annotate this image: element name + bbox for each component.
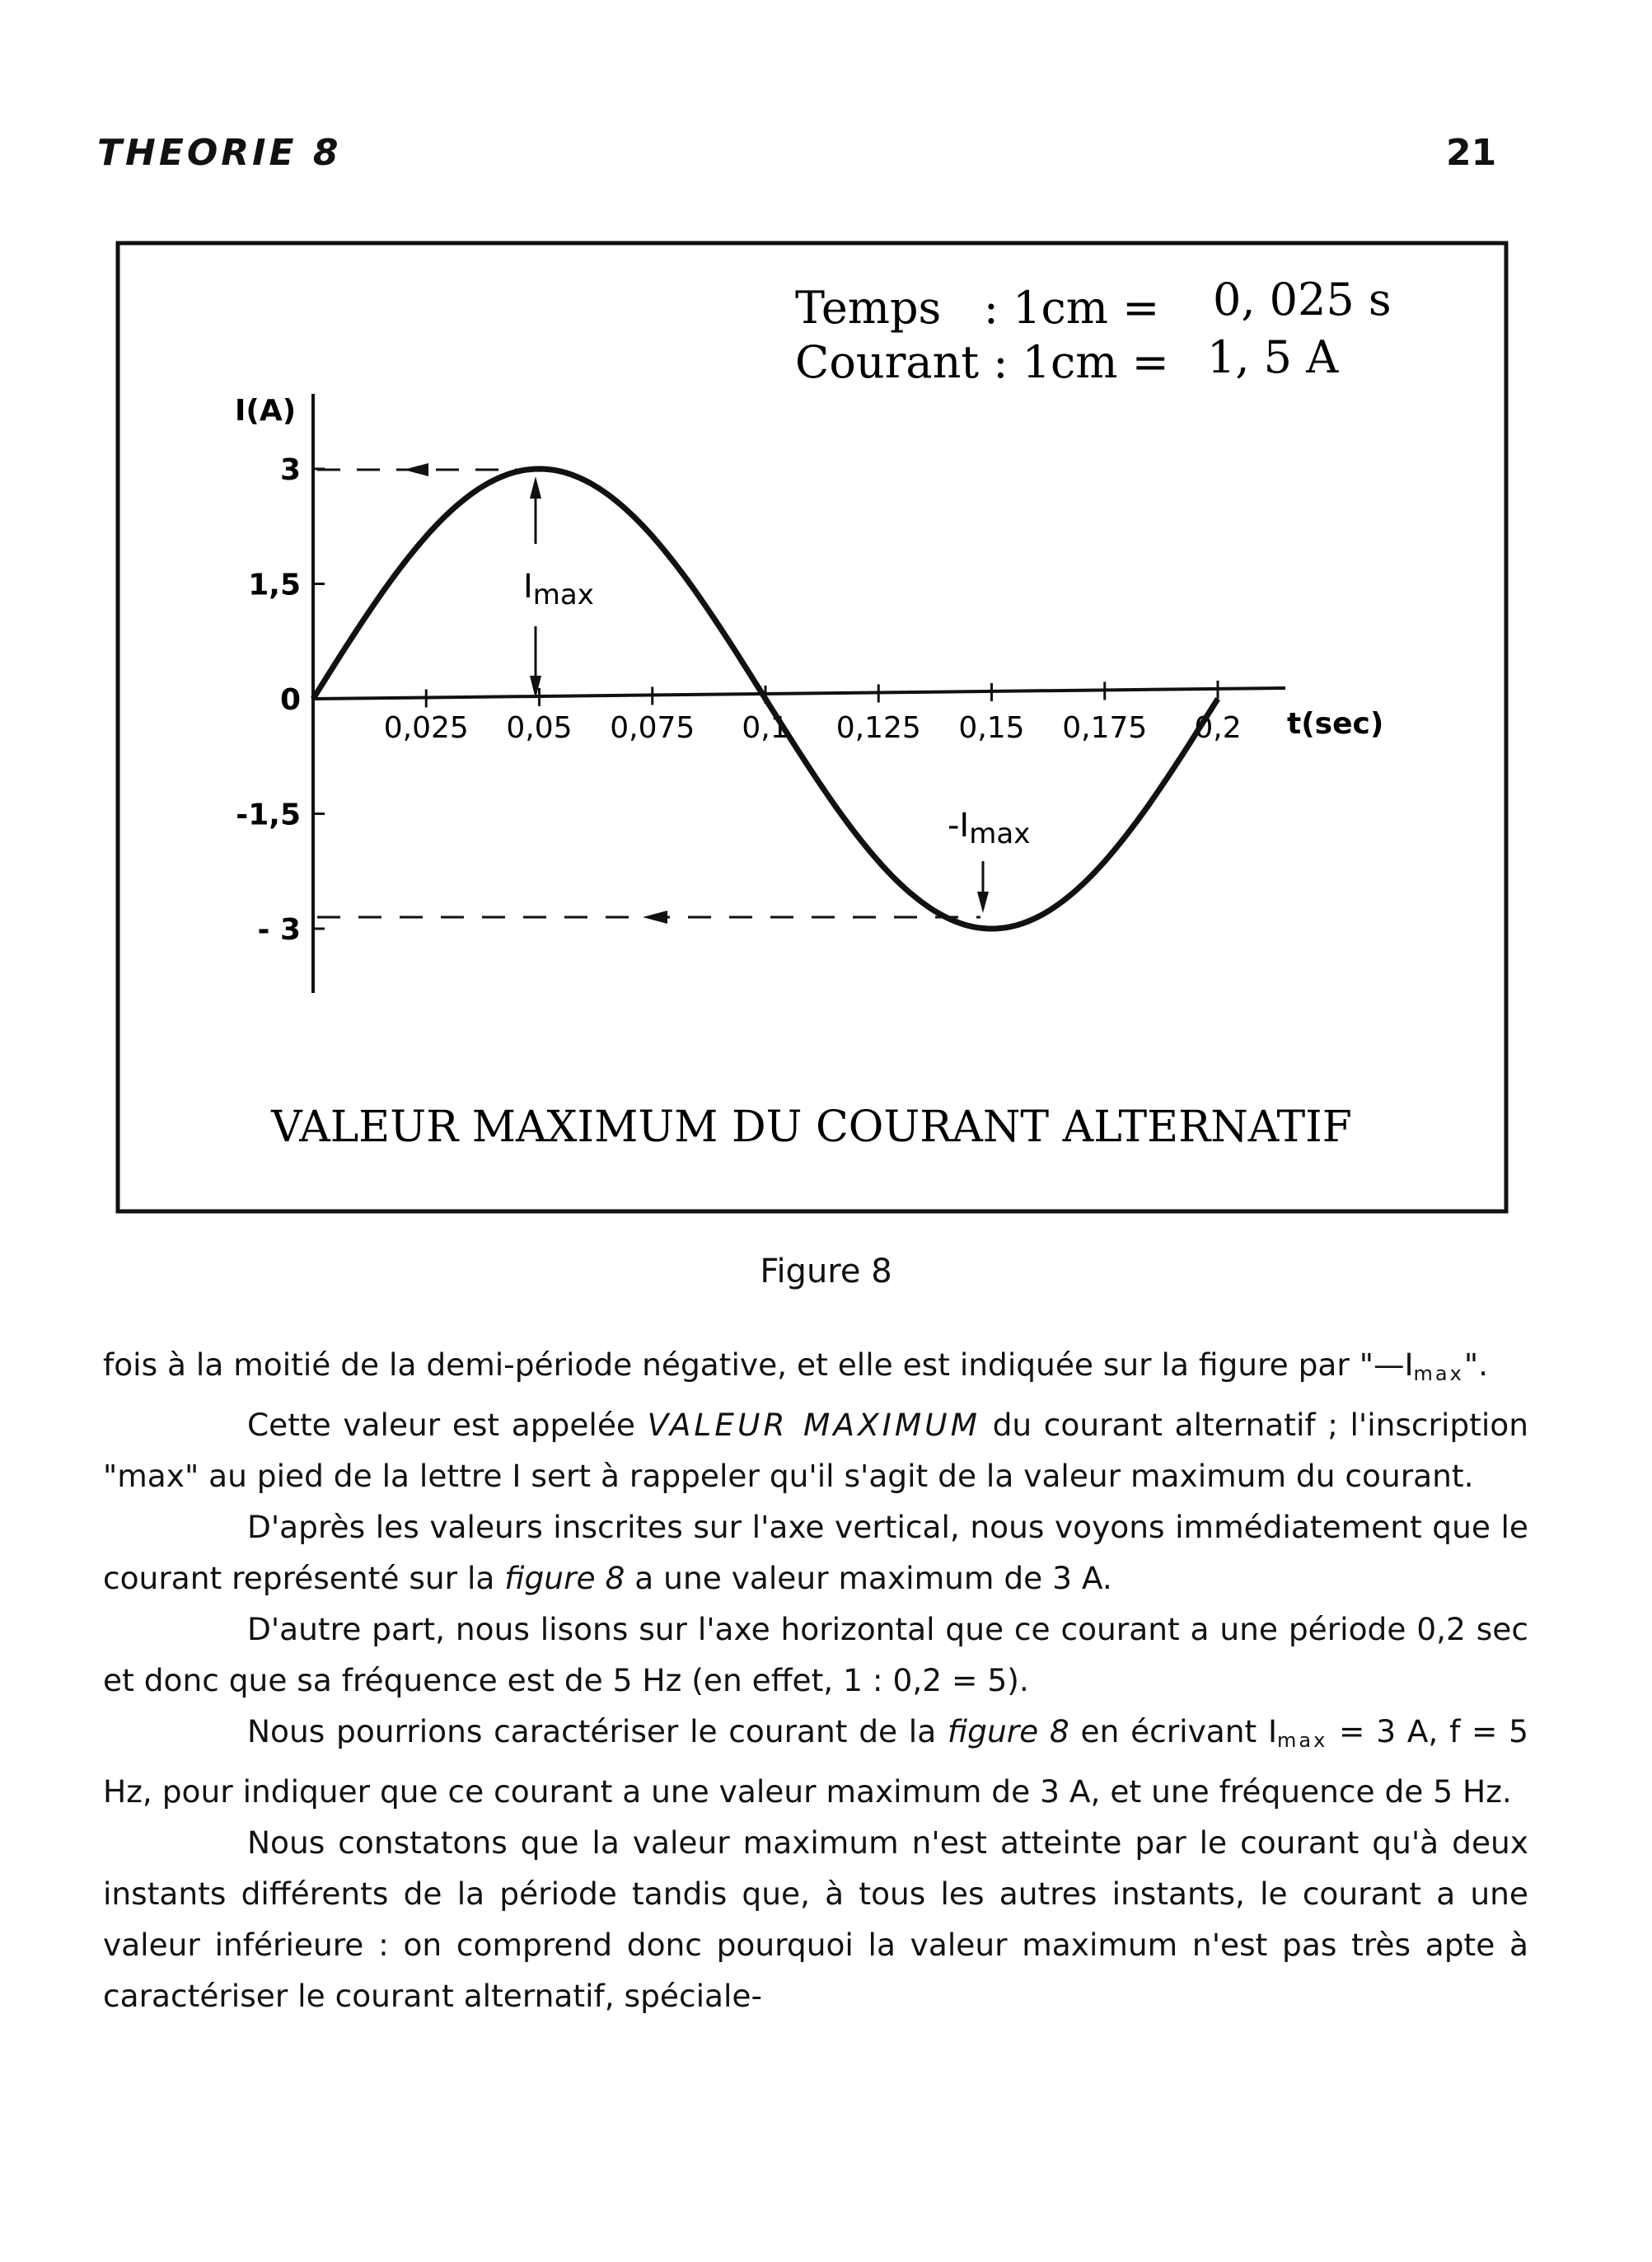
imax-annotation: $I_{max}$ [523,568,594,611]
neg-imax-arrow-head [977,892,989,913]
x-tick-label: 0,175 [1062,711,1148,745]
section-header: THEORIE 8 [97,132,342,174]
x-tick-label: 0,2 [1194,711,1242,745]
min-guide-arrow [643,911,667,924]
y-tick-label: - 3 [257,913,301,947]
scale-current-value: 1, 5 A [1207,331,1339,383]
figure-caption: Figure 8 [760,1253,892,1290]
x-tick-label: 0,05 [506,711,573,745]
x-tick-label: 0,1 [742,711,789,745]
x-tick-label: 0,125 [835,711,921,745]
y-ticks [236,453,325,947]
paragraph-6: Nous constatons que la valeur maximum n'est atteinte par le courant qu'à deux instants différents de la période tandis que, à tous les autres instants, le courant a une valeur inférieure : on comprend donc pourquoi la valeur maximum n'est pas très apte à caractériser le courant alternatif, spéciale- [103,1824,1528,2014]
scale-time-value: 0, 025 s [1213,274,1392,325]
paragraph-3: D'après les valeurs inscrites sur l'axe vertical, nous voyons immédiatement que le courant représenté sur la figure 8 a une valeur maximum de 3 A. [103,1509,1528,1596]
neg-imax-annotation: $-I_{max}$ [948,807,1031,850]
x-axis [313,688,1285,699]
y-axis-label: I(A) [235,394,297,428]
x-axis-label: t(sec) [1287,707,1384,741]
figure-title: VALEUR MAXIMUM DU COURANT ALTERNATIF [271,1103,1352,1152]
max-guide-arrow [404,463,428,476]
paragraph-4: D'autre part, nous lisons sur l'axe horizontal que ce courant a une période 0,2 sec et donc que sa fréquence est de 5 Hz (en effet, 1 : 0,2 = 5). [103,1611,1528,1698]
paragraph-2: Cette valeur est appelée VALEUR MAXIMUM du courant alternatif ; l'inscription "max" au pied de la lettre I sert à rappeler qu'il s'agit de la valeur maximum du courant. [103,1407,1529,1494]
paragraph-1: fois à la moitié de la demi-période négative, et elle est indiquée sur la figure par "$—I_{max}$". [103,1346,1489,1385]
y-tick-label: 0 [279,683,301,717]
body-text [103,1339,1528,2021]
page-number: 21 [1446,132,1497,174]
y-tick-label: 3 [279,453,301,487]
scale-current-label: Courant : 1cm = [795,336,1169,388]
y-tick-label: 1,5 [248,568,301,602]
y-tick-label: -1,5 [236,798,301,832]
imax-arrow-up-head [530,476,541,499]
x-tick-label: 0,15 [958,711,1025,745]
x-tick-label: 0,025 [383,711,469,745]
paragraph-5: Nous pourrions caractériser le courant de la figure 8 en écrivant $I_{max} = 3$ A, f = 5 Hz, pour indiquer que ce courant a une valeur maximum de 3 A, et une fréquence de 5 Hz. [103,1713,1528,1810]
scale-time-label: Temps : 1cm = [795,282,1160,334]
x-tick-label: 0,075 [610,711,695,745]
